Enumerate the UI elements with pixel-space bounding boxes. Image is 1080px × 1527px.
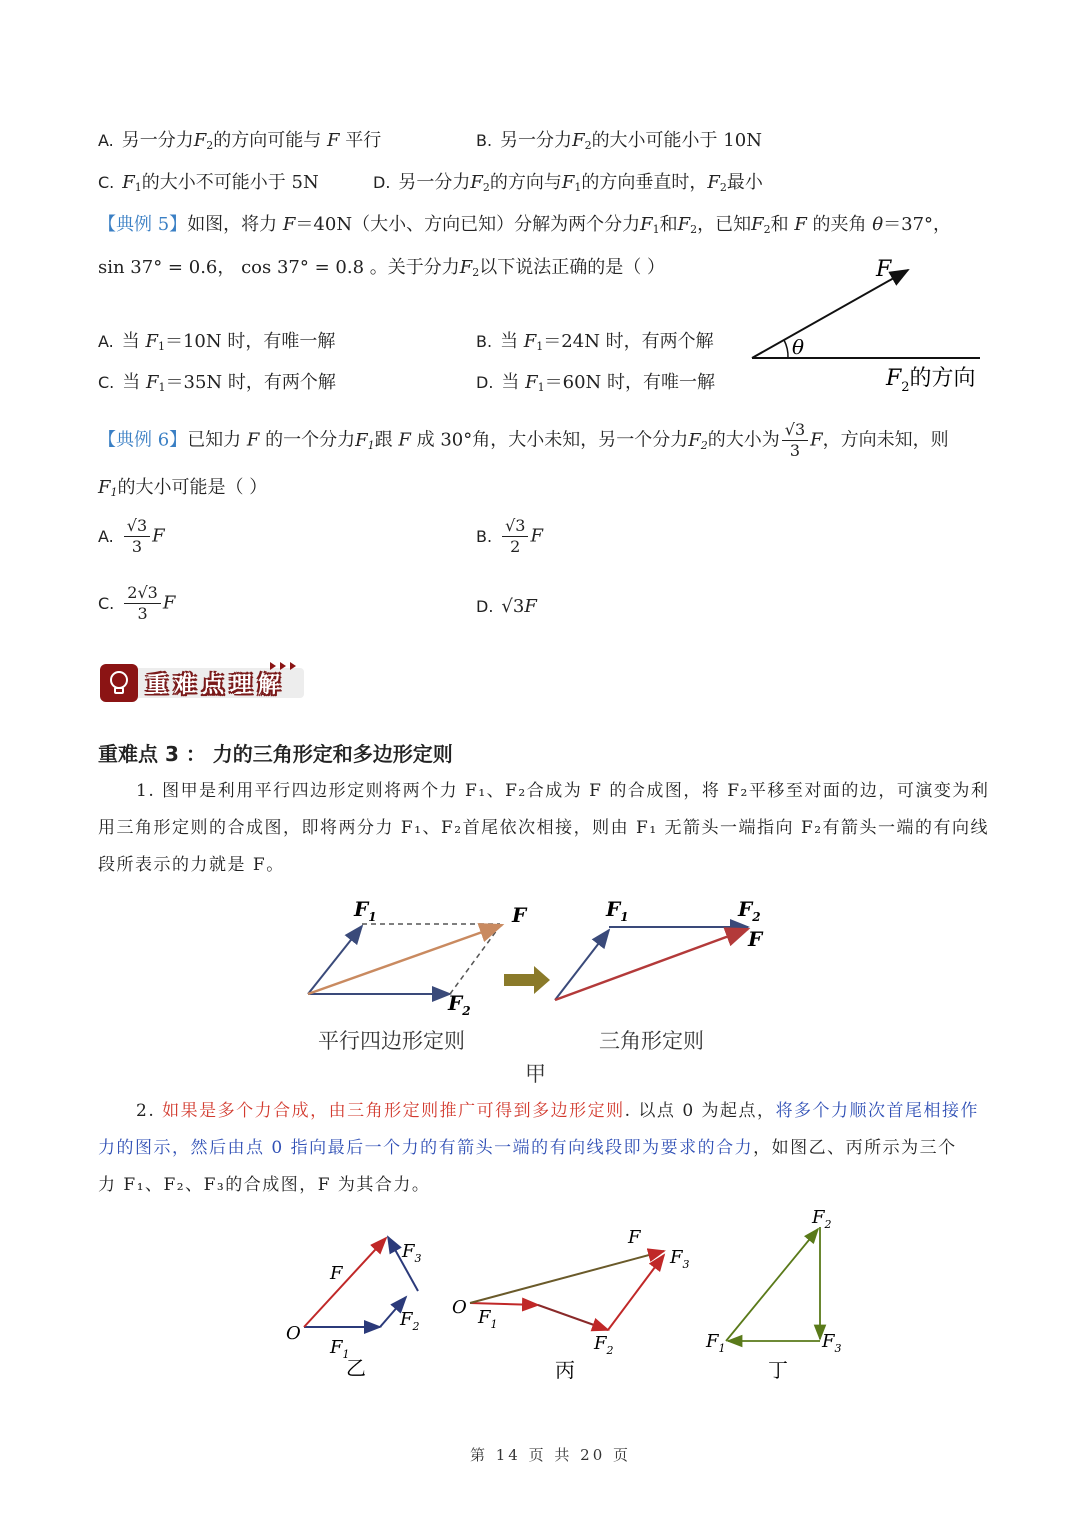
svg-text:F2: $F_2$: [400, 1309, 420, 1333]
figure-yi: [286, 1237, 422, 1380]
tri-resultant-arrow: [555, 929, 748, 1000]
ex5-tag: 【典例 5】: [98, 214, 188, 235]
section3-p1-line2: 用三角形定则的合成图，即将两分力 F₁、F₂首尾依次相接，则由 F₁ 无箭头一端指向 F₂有箭头一端的有向线: [98, 818, 990, 838]
svg-text:F1: $F_1$: [706, 1331, 726, 1355]
svg-text:O: O: [452, 1297, 467, 1318]
section3-p2-line1: 2. 如果是多个力合成，由三角形定则推广可得到多边形定则. 以点 0 为起点，将多个力顺次首尾相接作: [136, 1101, 980, 1121]
svg-text:F3: $F_3$: [670, 1247, 690, 1271]
ex4-option-b: B. 另一分力$F_2$的大小可能小于 10N: [476, 130, 762, 152]
svg-text:F3: $F_3$: [402, 1241, 422, 1265]
ex6-fraction: $\frac{√3}{3}$: [782, 420, 808, 461]
tri-f1-label: $F_1$: [606, 897, 629, 924]
jia-f2-label: $F_2$: [448, 991, 471, 1018]
jia-f1-label: $F_1$: [354, 897, 377, 924]
section3-p1-line3: 段所表示的力就是 F。: [98, 855, 285, 875]
section-banner: [100, 660, 305, 704]
section3-p2-line2: 力的图示，然后由点 0 指向最后一个力的有箭头一端的有向线段即为要求的合力，如图乙、丙所示为三个: [98, 1138, 957, 1158]
section3-p2-line3: 力 F₁、F₂、F₃的合成图，F 为其合力。: [98, 1175, 431, 1195]
jia-dashed-right: [450, 926, 500, 994]
caption-parallelogram: 平行四边形定则: [318, 1029, 465, 1053]
page-footer: 第 14 页 共 20 页: [470, 1446, 632, 1464]
svg-text:O: O: [286, 1323, 301, 1344]
ex5-option-d: D. 当 $F_1=60N$ 时，有唯一解: [476, 372, 716, 394]
ex4-option-a: A. 另一分力$F_2$的方向可能与 F 平行: [98, 130, 382, 152]
ex6-tag: 【典例 6】: [98, 429, 188, 451]
banner-title: 重难点理解: [146, 673, 287, 698]
svg-text:丙: 丙: [555, 1358, 575, 1382]
svg-text:F2: $F_2$: [594, 1333, 614, 1357]
ex5-force-diagram: [740, 255, 990, 395]
caption-triangle: 三角形定则: [599, 1029, 704, 1053]
tri-f-label: F: [748, 927, 763, 951]
section3-title: 重难点 3 ： 力的三角形定和多边形定则: [98, 742, 453, 766]
f2-direction-label: $F_2$的方向: [886, 366, 976, 395]
ex5-option-b: B. 当 $F_1=24N$ 时，有两个解: [476, 331, 714, 353]
svg-text:F2: $F_2$: [812, 1207, 832, 1231]
ex5-question-line1: 【典例 5】如图，将力 F＝40N（大小、方向已知）分解为两个分力$F_1$和$F_2$，已知$F_2$和 F 的夹角 θ＝37°，: [98, 214, 952, 236]
figure-jia-label: 甲: [525, 1062, 546, 1086]
ex4-option-d: D. 另一分力$F_2$的方向与$F_1$的方向垂直时，$F_2$最小: [373, 172, 763, 194]
section3-p1-line1: 1. 图甲是利用平行四边形定则将两个力 F₁、F₂合成为 F 的合成图，将 F₂平移至对面的边，可演变为利: [136, 781, 990, 801]
figure-bing: [452, 1227, 690, 1382]
ex6-option-c: C. $\frac{2√3}{3}$ F: [98, 583, 176, 623]
figure-ding: [705, 1207, 842, 1382]
svg-text:F: F: [628, 1227, 641, 1248]
svg-text:F1: $F_1$: [478, 1307, 498, 1331]
f-label: F: [876, 257, 892, 282]
ex5-question-line2: sin 37° = 0.6， cos 37° = 0.8 。关于分力$F_2$以下说法正确的是（ ）: [98, 257, 665, 279]
svg-text:F3: $F_3$: [822, 1331, 842, 1355]
ex6-question-line1: 【典例 6】已知力 F 的一个分力$F_1$跟 F 成 30°角，大小未知，另一个分力$F_2$的大小为 $\frac{√3}{3}$ F，方向未知，则: [98, 420, 949, 460]
ex4-option-c: C. $F_1$的大小不可能小于 5N: [98, 172, 319, 194]
figure-polygon-rule: [270, 1205, 860, 1390]
theta-arc: [784, 340, 788, 358]
jia-f-label: F: [512, 903, 527, 927]
ex6-option-d: D. √3F: [476, 596, 537, 617]
svg-text:丁: 丁: [768, 1358, 788, 1382]
ex5-option-a: A. 当 $F_1=10N$ 时，有唯一解: [98, 331, 336, 353]
tri-f2-label: $F_2$: [738, 897, 761, 924]
theta-label: θ: [792, 335, 805, 359]
jia-resultant-arrow: [308, 925, 502, 994]
svg-text:F1: $F_1$: [330, 1337, 350, 1361]
ex6-question-line2: $F_1$的大小可能是（ ）: [98, 477, 268, 499]
svg-text:乙: 乙: [346, 1356, 366, 1380]
ex5-option-c: C. 当 $F_1=35N$ 时，有两个解: [98, 372, 336, 394]
transform-arrow-icon: [504, 966, 550, 994]
banner-icon-box: [100, 664, 138, 702]
ex6-option-b: B. $\frac{√3}{2}$ F: [476, 516, 543, 556]
ex6-option-a: A. $\frac{√3}{3}$ F: [98, 516, 165, 556]
force-f-arrow: [752, 270, 908, 358]
svg-text:F: F: [330, 1263, 343, 1284]
